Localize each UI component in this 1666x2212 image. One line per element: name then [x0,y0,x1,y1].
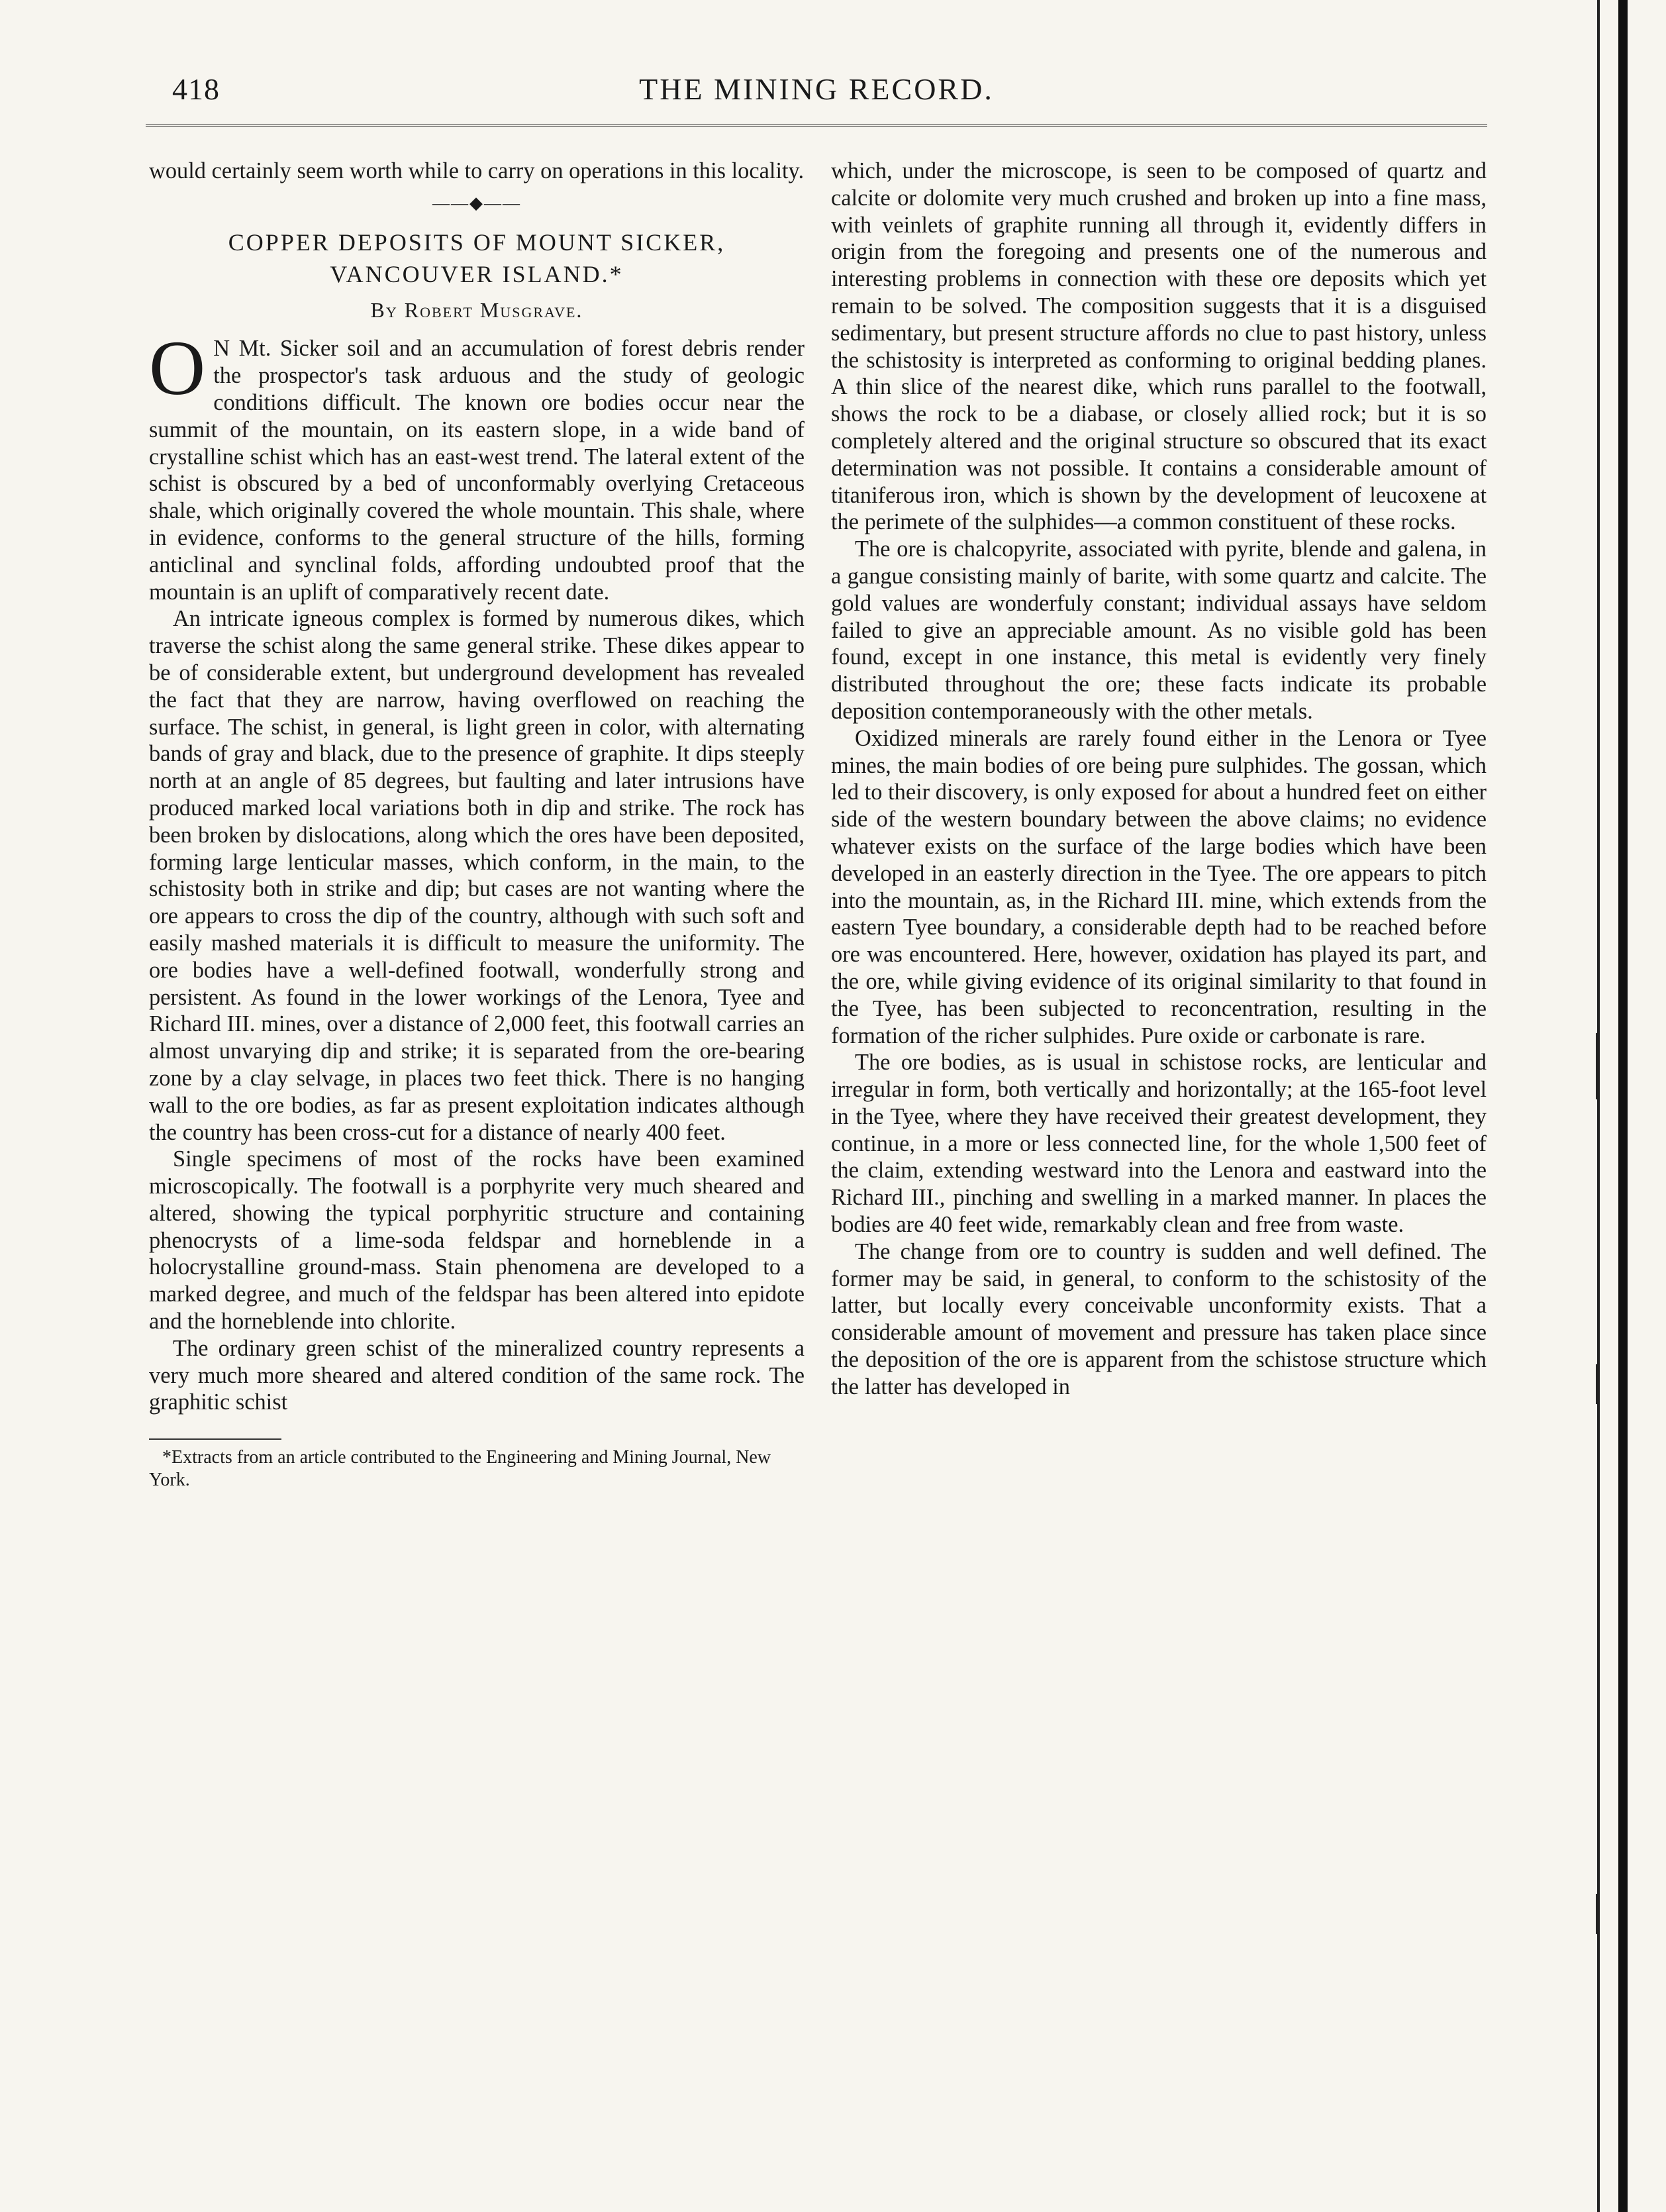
paragraph: The ore bodies, as is usual in schistose rocks, are lenticular and irregular in form, both vertically and horizontally; at the 165-foot level in the Tyee, where they have received their greatest development, they continue, in a more or less connected line, for the whole 1,500 feet of the claim, extending westward into the Lenora and eastward into the Richard III., pinching and swelling in a marked manner. In places the bodies are 40 feet wide, remarkably clean and free from waste. [831,1050,1487,1238]
header-rule [146,125,1487,127]
byline: By Robert Musgrave. [370,297,583,322]
paragraph: An intricate igneous complex is formed by numerous dikes, which traverse the schist along the same general strike. These dikes appear to be of considerable extent, but underground development has revealed the fact that they are narrow, having overflowed on reaching the surface. The schist, in general, is light green in color, with alternating bands of gray and black, due to the presence of graphite. It dips steeply north at an angle of 85 degrees, but faulting and later intrusions have produced marked local variations both in dip and strike. The rock has been broken by dislocations, along which the ores have been deposited, forming large lenticular masses, which conform, in the main, to the schistosity both in strike and dip; but cases are not wanting where the ore appears to cross the dip of the country, although with such soft and easily mashed materials it is difficult to measure the uniformity. The ore bodies have a well-defined footwall, wonderfully strong and persistent. As found in the lower workings of the Lenora, Tyee and Richard III. mines, over a distance of 2,000 feet, this footwall carries an almost unvarying dip and strike; it is separated from the ore-bearing zone by a clay selvage, in places two feet thick. There is no hanging wall to the ore bodies, as far as present exploitation indicates although the country has been cross-cut for a distance of nearly 400 feet. [149,606,805,1145]
paragraph [149,325,805,605]
paragraph: The ordinary green schist of the mineralized country represents a very much more sheared and altered condition of the same rock. The graphitic schist [149,1335,805,1415]
article-title-line1: COPPER DEPOSITS OF MOUNT SICKER, [228,228,726,256]
page-header [146,72,1487,118]
binding-edge [1618,0,1628,2212]
left-column [149,158,805,2065]
footnote: *Extracts from an article contributed to the Engineering and Mining Journal, New York. [149,1447,771,1491]
page-number: 418 [172,72,220,106]
paragraph-text: N Mt. Sicker soil and an accumulation of forest debris render the prospector's task arduous and the study of geologic conditions difficult. The known ore bodies occur near the summit of the mountain, on its eastern slope, in a wide band of crystalline schist which has an east-west trend. The lateral extent of the schist is obscured by a bed of unconformably overlying Cretaceous shale, which originally covered the whole mountain. This shale, where in evidence, conforms to the general structure of the hills, forming anticlinal and synclinal folds, affording undoubted proof that the mountain is an uplift of comparatively recent date. [149,336,805,605]
paragraph: which, under the microscope, is seen to be composed of quartz and calcite or dolomite very much crushed and broken up into a fine mass, with veinlets of graphite running all through it, evidently differs in origin from the foregoing and presents one of the numerous and interesting problems in connection with these ore deposits which yet remain to be solved. The composition suggests that it is a disguised sedimentary, but present structure affords no clue to past history, unless the schistosity is interpreted as conforming to original bedding planes. A thin slice of the nearest dike, which runs parallel to the footwall, shows the rock to be a diabase, or closely allied rock; but it is so completely altered and the original structure so obscured that its exact determination was not possible. It contains a considerable amount of titaniferous iron, which is shown by the development of leucoxene at the perimete of the sulphides—a common constituent of these rocks. [831,158,1487,535]
binding-edge-line [1597,0,1600,2212]
paragraph: The change from ore to country is sudden and well defined. The former may be said, in general, to conform to the schistosity of the latter, but locally every conceivable unconformity exists. That a considerable amount of movement and pressure has taken place since the deposition of the ore is apparent from the schistose structure which the latter has developed in [831,1238,1487,1399]
edge-mark [1596,1033,1600,1099]
edge-mark [1596,1364,1600,1404]
running-title: THE MINING RECORD. [639,72,994,106]
drop-cap: O [149,325,206,412]
paragraph: The ore is chalcopyrite, associated with pyrite, blende and galena, in a gangue consisting mainly of barite, with some quartz and calcite. The gold values are wonderfuly constant; individual assays have seldom failed to give an appreciable amount. As no visible gold has been found, except in one instance, this metal is evidently very finely distributed throughout the ore; these facts indicate its probable deposition contemporaneously with the other metals. [831,536,1487,724]
article-title-line2: VANCOUVER ISLAND.* [330,260,624,287]
edge-mark [1596,1894,1600,1934]
right-column [831,158,1487,2105]
footnote-rule [149,1438,281,1440]
paragraph: Oxidized minerals are rarely found either in the Lenora or Tyee mines, the main bodies of ore being pure sulphides. The gossan, which led to their discovery, is only exposed for about a hundred feet on either side of the western boundary between the above claims; no evidence whatever exists on the surface of the large bodies which have been developed in an easterly direction in the Tyee. The ore appears to pitch into the mountain, as, in the Richard III. mine, which extends from the eastern Tyee boundary, a considerable depth had to be reached before ore was encountered. Here, however, oxidation has played its part, and the ore, while giving evidence of its original similarity to that found in the Tyee, has been subjected to reconcentration, resulting in the formation of the richer sulphides. Pure oxide or carbonate is rare. [831,725,1487,1048]
article-title [149,226,805,290]
section-divider: ——◆—— [432,193,521,213]
paragraph: Single specimens of most of the rocks have been examined microscopically. The footwall is a porphyrite very much sheared and altered, showing the typical porphyritic structure and containing phenocrysts of a lime-soda feldspar and horneblende in a holocrystalline ground-mass. Stain phenomena are developed to a marked degree, and much of the feldspar has been altered into epidote and the horneblende into chlorite. [149,1146,805,1334]
intro-continuation: would certainly seem worth while to carry on operations in this locality. [149,158,805,183]
